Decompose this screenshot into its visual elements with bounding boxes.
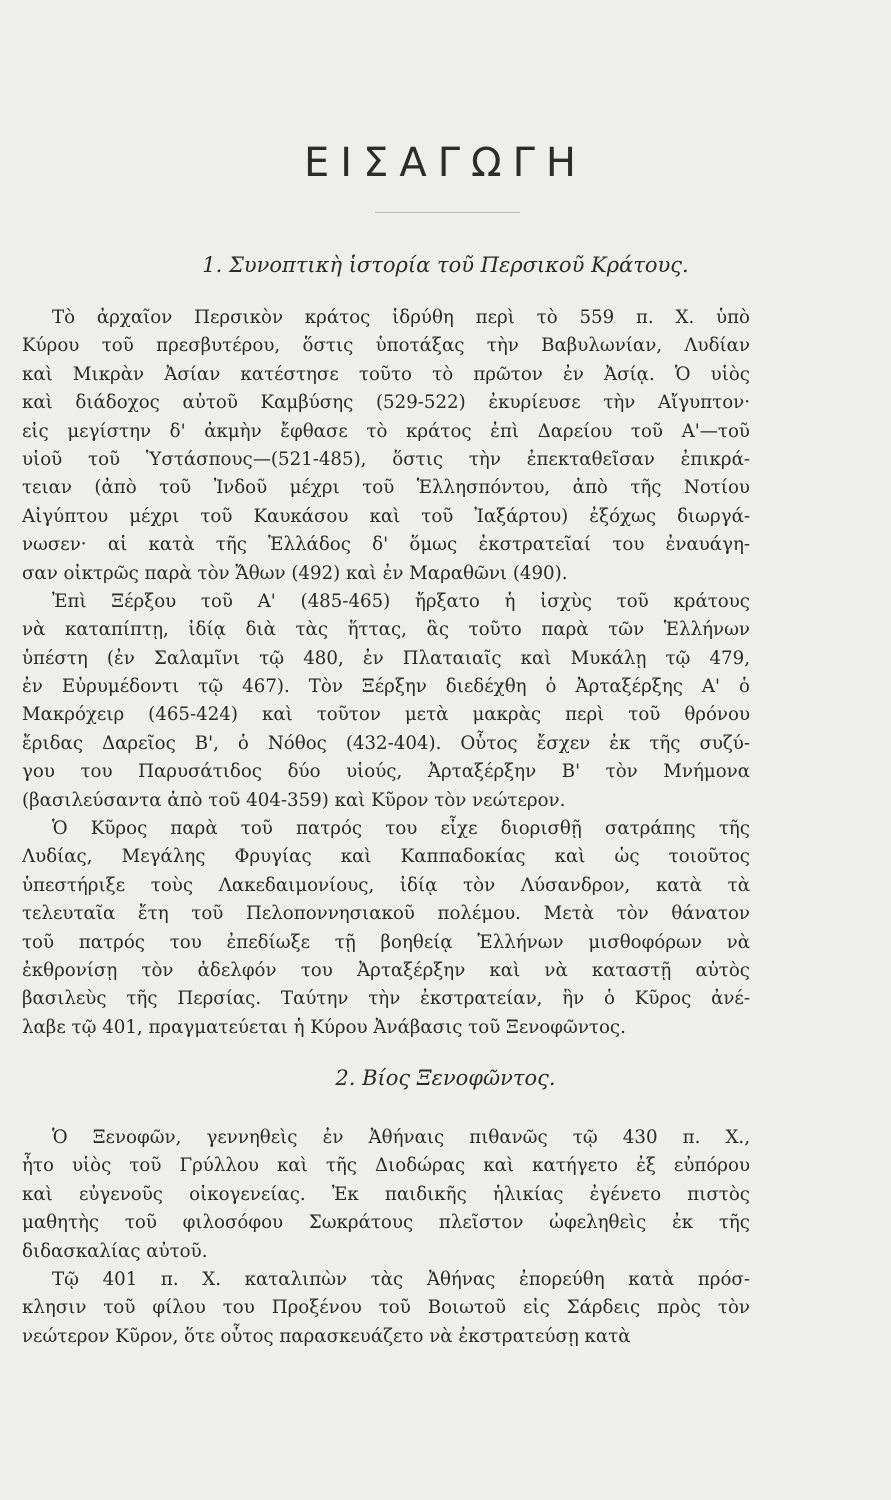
text-line: Λυδίας, Μεγάλης Φρυγίας καὶ Καππαδοκίας καὶ ὡς τοιοῦτος xyxy=(22,846,750,868)
text-line: ἐκθρονίσῃ τὸν ἀδελφόν του Ἀρταξέρξην καὶ νὰ καταστῇ αὐτὸς xyxy=(22,959,750,981)
text-line: τοῦ πατρός του ἐπεδίωξε τῇ βοηθείᾳ Ἑλλήνων μισθοφόρων νὰ xyxy=(22,931,750,953)
text-line: Ὁ Κῦρος παρὰ τοῦ πατρός του εἶχε διορισθῇ σατράπης τῆς xyxy=(52,818,750,840)
text-line: Ὁ Ξενοφῶν, γεννηθεὶς ἐν Ἀθήναις πιθανῶς τῷ 430 π. Χ., xyxy=(52,1127,750,1148)
text-line: Ἐπὶ Ξέρξου τοῦ Α' (485-465) ἤρξατο ἡ ἰσχὺς τοῦ κράτους xyxy=(52,590,750,612)
section-1-heading: 1. Συνοπτικὴ ἱστορία τοῦ Περσικοῦ Κράτους. xyxy=(202,253,689,277)
text-line: Μακρόχειρ (465-424) καὶ τοῦτον μετὰ μακρὰς περὶ τοῦ θρόνου xyxy=(22,704,750,726)
text-line: καὶ διάδοχος αὐτοῦ Καμβύσης (529-522) ἐκυρίευσε τὴν Αἴγυπτον· xyxy=(22,392,750,414)
text-line: γου του Παρυσάτιδος δύο υἱούς, Ἀρταξέρξην Β' τὸν Μνήμονα xyxy=(22,761,750,783)
text-line: νωσεν· αἱ κατὰ τῆς Ἑλλάδος δ' ὅμως ἐκστρατεῖαί του ἐναυάγη- xyxy=(22,534,750,556)
text-line: Τὸ ἀρχαῖον Περσικὸν κράτος ἱδρύθη περὶ τὸ 559 π. Χ. ὑπὸ xyxy=(52,307,750,328)
text-line: εἰς μεγίστην δ' ἀκμὴν ἔφθασε τὸ κράτος ἐπὶ Δαρείου τοῦ Α'—τοῦ xyxy=(22,420,750,442)
text-line: καὶ εὐγενοῦς οἰκογενείας. Ἐκ παιδικῆς ἡλικίας ἐγένετο πιστὸς xyxy=(22,1183,750,1205)
text-line: νεώτερον Κῦρον, ὅτε οὗτος παρασκευάζετο νὰ ἐκστρατεύσῃ κατὰ xyxy=(22,1325,631,1347)
text-line: κλησιν τοῦ φίλου του Προξένου τοῦ Βοιωτοῦ εἰς Σάρδεις πρὸς τὸν xyxy=(22,1297,750,1319)
section-1-body xyxy=(22,304,750,1042)
title-divider xyxy=(375,212,520,213)
text-line: ἐν Εὐρυμέδοντι τῷ 467). Τὸν Ξέρξην διεδέχθη ὁ Ἀρταξέρξης Α' ὁ xyxy=(22,676,750,698)
text-line: ἔριδας Δαρεῖος Β', ὁ Νόθος (432-404). Οὗτος ἔσχεν ἐκ τῆς συζύ- xyxy=(22,732,750,754)
text-line: ἦτο υἱὸς τοῦ Γρύλλου καὶ τῆς Διοδώρας καὶ κατήγετο ἐξ εὐπόρου xyxy=(22,1155,750,1177)
text-line: υἱοῦ τοῦ Ὑστάσπους—(521-485), ὅστις τὴν ἐπεκταθεῖσαν ἐπικρά- xyxy=(22,448,750,470)
section-2-body xyxy=(22,1124,750,1351)
text-line: τειαν (ἀπὸ τοῦ Ἰνδοῦ μέχρι τοῦ Ἑλλησπόντου, ἀπὸ τῆς Νοτίου xyxy=(22,477,750,499)
text-line: ὑπεστήριξε τοὺς Λακεδαιμονίους, ἰδίᾳ τὸν Λύσανδρον, κατὰ τὰ xyxy=(22,874,750,896)
text-line: λαβε τῷ 401, πραγματεύεται ἡ Κύρου Ἀνάβασις τοῦ Ξενοφῶντος. xyxy=(22,1016,626,1038)
section-2-heading: 2. Βίος Ξενοφῶντος. xyxy=(335,1066,556,1090)
text-line: βασιλεὺς τῆς Περσίας. Ταύτην τὴν ἐκστρατείαν, ἣν ὁ Κῦρος ἀνέ- xyxy=(22,988,750,1010)
text-line: (βασιλεύσαντα ἀπὸ τοῦ 404-359) καὶ Κῦρον τὸν νεώτερον. xyxy=(22,789,566,811)
text-line: διδασκαλίας αὐτοῦ. xyxy=(22,1240,208,1262)
text-line: Αἰγύπτου μέχρι τοῦ Καυκάσου καὶ τοῦ Ἰαξάρτου) ἐξόχως διωργά- xyxy=(22,505,750,527)
page-title: ΕΙΣΑΓΩΓΗ xyxy=(304,140,587,186)
text-line: σαν οἰκτρῶς παρὰ τὸν Ἄθων (492) καὶ ἐν Μαραθῶνι (490). xyxy=(22,562,568,584)
text-line: Κύρου τοῦ πρεσβυτέρου, ὅστις ὑποτάξας τὴν Βαβυλωνίαν, Λυδίαν xyxy=(22,335,750,357)
text-line: μαθητὴς τοῦ φιλοσόφου Σωκράτους πλεῖστον ὠφεληθεὶς ἐκ τῆς xyxy=(22,1212,750,1234)
text-line: νὰ καταπίπτῃ, ἰδίᾳ διὰ τὰς ἥττας, ἃς τοῦτο παρὰ τῶν Ἑλλήνων xyxy=(22,619,750,641)
text-line: Τῷ 401 π. Χ. καταλιπὼν τὰς Ἀθήνας ἐπορεύθη κατὰ πρόσ- xyxy=(52,1268,750,1290)
text-line: τελευταῖα ἔτη τοῦ Πελοποννησιακοῦ πολέμου. Μετὰ τὸν θάνατον xyxy=(22,903,750,925)
text-line: καὶ Μικρὰν Ἀσίαν κατέστησε τοῦτο τὸ πρῶτον ἐν Ἀσίᾳ. Ὁ υἱὸς xyxy=(22,363,750,385)
text-line: ὑπέστη (ἐν Σαλαμῖνι τῷ 480, ἐν Πλαταιαῖς καὶ Μυκάλῃ τῷ 479, xyxy=(22,647,750,669)
